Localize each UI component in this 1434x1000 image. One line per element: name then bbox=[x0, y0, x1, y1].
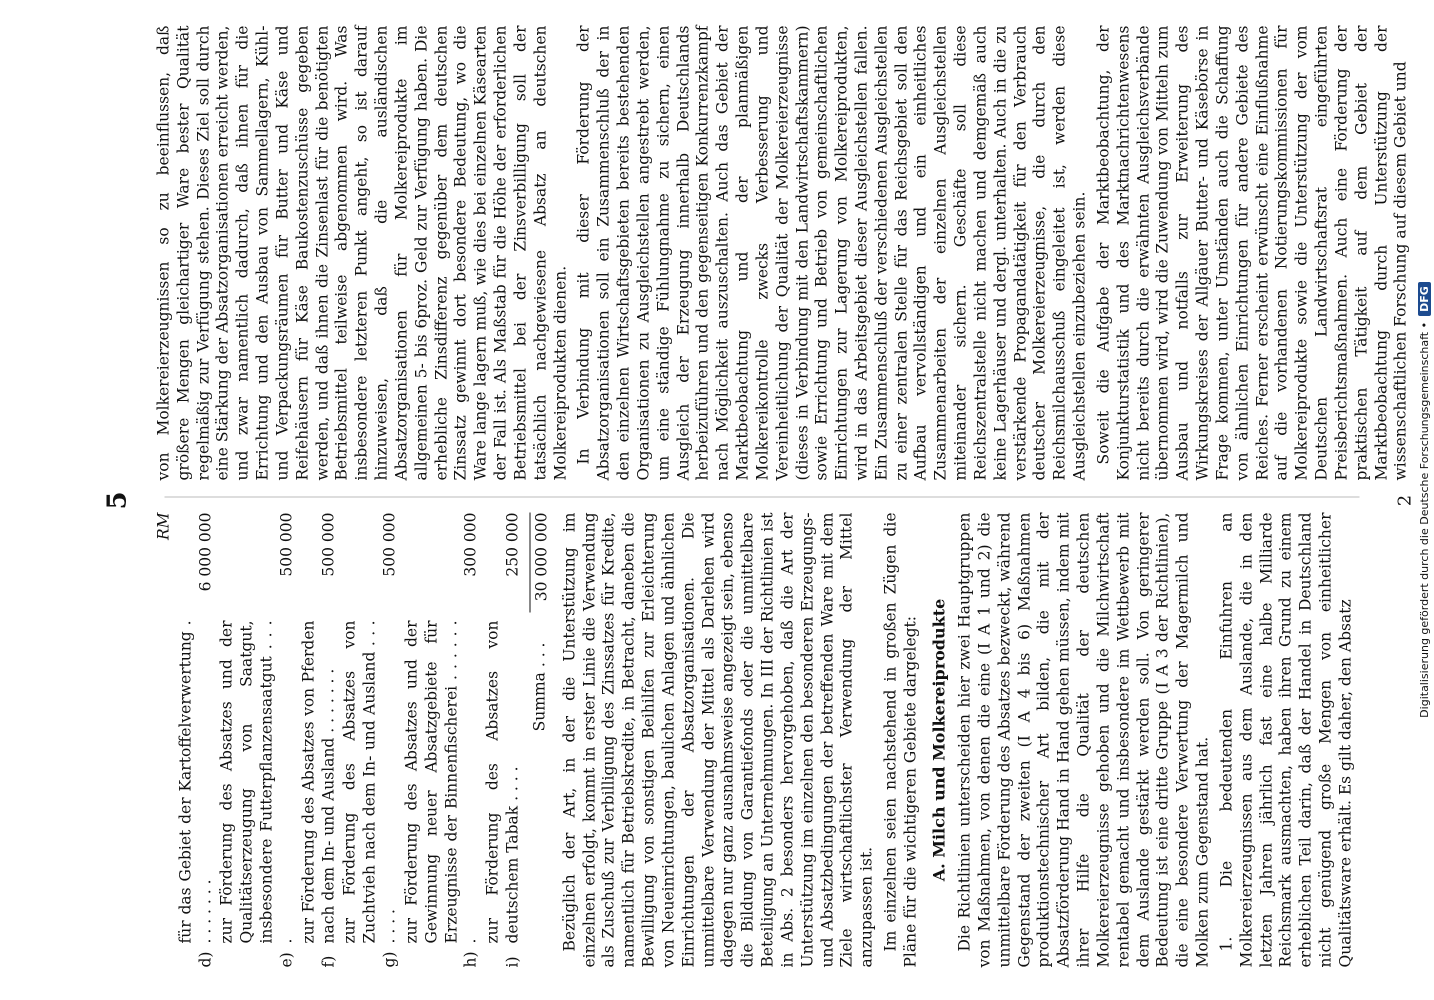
unit-header: RM bbox=[154, 512, 173, 541]
item-text: zur Förderung des Absatzes und der Gewinnung neuer Absatzgebiete für Erzeugnisse der Binnenfischerei . . . . . . . bbox=[402, 620, 480, 944]
budget-item bbox=[402, 513, 481, 968]
item-label: f) bbox=[319, 955, 338, 968]
item-label: i) bbox=[503, 956, 522, 968]
budget-list bbox=[176, 513, 523, 968]
paragraph: Die Richtlinien unterscheiden hier zwei Hauptgruppen von Maßnahmen, von denen die eine (I A 1 und 2) die unmittelbare Förderung des Absatzes bezweckt, während Gegenstand der zweiten (I A 4 bis 6) Maßnahmen produktionstechnischer Art bilden, die mit der Absatzförderung Hand in Hand gehen müssen, indem mit ihrer Hilfe die Qualität der deutschen Molkereierzeugnisse gehoben und die Milchwirtschaft rentabel gemacht und insbesondere im Wettbewerb mit dem Auslande gestärkt werden soll. Von geringerer Bedeutung ist eine dritte Gruppe (I A 3 der Richtlinien), die eine besondere Verwertung der Magermilch und Molken zum Gegenstand hat. bbox=[955, 512, 1212, 968]
budget-item bbox=[218, 513, 297, 968]
item-amount: 6 000 000 bbox=[196, 512, 215, 592]
left-column bbox=[155, 513, 1370, 968]
sum-label: Summa . . . bbox=[530, 642, 549, 732]
item-amount: 500 000 bbox=[380, 512, 399, 577]
budget-item bbox=[341, 513, 400, 968]
section-heading: A. Milch und Molkereiprodukte bbox=[929, 598, 949, 882]
paragraph: 1. Die bedeutenden Einfuhren an Molkereierzeugnissen aus dem Auslande, die in den letzten Jahren jährlich fast eine halbe Milliarde Reichsmark ausmachten, haben ihren Grund zu einem erheblichen Teil darin, daß der Handel in Deutschland nicht genügend große Mengen von einheitlicher Qualitätsware erhält. Es gilt daher, den Absatz bbox=[1217, 512, 1355, 968]
paragraph: Im einzelnen seien nachstehend in großen Zügen die Pläne für die wichtigeren Gebiete dargelegt: bbox=[881, 512, 920, 968]
paragraph: Soweit die Aufgabe der Marktbeobachtung, der Konjunkturstatistik und des Marktnachrichtenwesens nicht bereits durch die erwähnten Ausgleichsverbände übernommen wird, wird die Zuwendung von Mitteln zum Ausbau und notfalls zur Erweiterung des Wirkungskreises der Allgäuer Butter- und Käsebörse in Frage kommen, unter Umständen auch die Schaffung von ähnlichen Einrichtungen für andere Gebiete des Reiches. Ferner erscheint erwünscht eine Einflußnahme auf die vorhandenen Notierungskommissionen für Molkereiprodukte sowie die Unterstützung der vom Deutschen Landwirtschaftsrat eingeführten Preisberichtsmaßnahmen. Auch eine Förderung der praktischen Tätigkeit auf dem Gebiet der Marktbeobachtung durch Unterstützung der wissenschaftlichen Forschung auf diesem Gebiet und bbox=[1094, 25, 1410, 481]
right-column bbox=[154, 25, 1410, 481]
item-label: e) bbox=[277, 952, 296, 968]
budget-item bbox=[299, 513, 339, 968]
dfg-logo: DFG bbox=[1418, 282, 1431, 316]
item-amount: 500 000 bbox=[319, 512, 338, 577]
rotated-page bbox=[95, 16, 1430, 986]
item-amount: 250 000 bbox=[503, 512, 522, 577]
paragraph: Bezüglich der Art, in der die Unterstützung im einzelnen erfolgt, kommt in erster Linie die Verwendung als Zuschuß zur Verbilligung des Zinssatzes für Kredite, namentlich für Betriebskredite, in Betracht, daneben die Bewilligung von sonstigen Beihilfen zur Erleichterung von Neueinrichtungen, baulichen Anlagen und ähnlichen Einrichtungen der Absatzorganisationen. Die unmittelbare Verwendung der Mittel als Darlehen wird dagegen nur ganz ausnahmsweise angezeigt sein, ebenso die Bildung von Garantiefonds oder die unmittelbare Beteiligung an Unternehmungen. In III der Richtlinien ist in Abs. 2 besonders hervorgehoben, daß die Art der Unterstützung im einzelnen den besonderen Erzeugungs- und Absatzbedingungen der betreffenden Ware mit dem Ziele wirtschaftlichster Verwendung der Mittel anzupassen ist. bbox=[560, 512, 876, 968]
budget-item bbox=[176, 513, 216, 968]
column-divider bbox=[165, 497, 1360, 498]
paragraph: von Molkereierzeugnissen so zu beeinflussen, daß größere Mengen gleichartiger Ware bester Qualität regelmäßig zur Verfügung stehen. Dieses Ziel soll durch eine Stärkung der Absatzorganisationen erreicht werden, und zwar namentlich dadurch, daß ihnen für die Errichtung und den Ausbau von Sammellagern, Kühl- und Verpackungsräumen für Butter und Käse und Reifehäusern für Käse Baukostenzuschüsse gegeben werden, und daß ihnen die Zinsenlast für die benötigten Betriebsmittel teilweise abgenommen wird. Was insbesondere letzteren Punkt angeht, so ist darauf hinzuweisen, daß die ausländischen Absatzorganisationen für Molkereiprodukte im allgemeinen 5- bis 6proz. Geld zur Verfügung haben. Die erhebliche Zinsdifferenz gegenüber dem deutschen Zinssatz gewinnt dort besondere Bedeutung, wo die Ware lange lagern muß, wie dies bei einzelnen Käsearten der Fall ist. Als Maßstab für die Höhe der erforderlichen Betriebsmittel bei der Zinsverbilligung soll der tatsächlich nachgewiesene Absatz an deutschen Molkereiprodukten dienen. bbox=[154, 25, 570, 481]
item-text: für das Gebiet der Kartoffelverwertung . . . . . . . . bbox=[176, 620, 215, 944]
page-number-bottom: 2 bbox=[1394, 494, 1416, 507]
item-label: h) bbox=[461, 951, 480, 968]
item-text: zur Förderung des Absatzes von Pferden nach dem In- und Ausland . . . . . . . bbox=[299, 620, 338, 944]
item-text: zur Förderung des Absatzes von deutschem Tabak . . . . bbox=[483, 620, 522, 944]
item-text: zur Förderung des Absatzes von Zuchtvieh nach dem In- und Ausland . . . . . . . bbox=[340, 620, 399, 944]
sum-row bbox=[529, 513, 552, 968]
item-amount: 500 000 bbox=[277, 512, 296, 577]
item-label: g) bbox=[380, 951, 399, 968]
paragraph: In Verbindung mit dieser Förderung der Absatzorganisationen soll ein Zusammenschluß der in den einzelnen Wirtschaftsgebieten bereits bestehenden Organisationen zu Ausgleichstellen angestrebt werden, um eine ständige Fühlungnahme zu sichern, einen Ausgleich der Erzeugung innerhalb Deutschlands herbeizuführen und den gegenseitigen Konkurrenzkampf nach Möglichkeit auszuschalten. Auch das Gebiet der Marktbeobachtung und der planmäßigen Molkereikontrolle zwecks Verbesserung und Vereinheitlichung der Qualität der Molkereierzeugnisse (dieses in Verbindung mit den Landwirtschaftskammern) sowie Errichtung und Betrieb von gemeinschaftlichen Einrichtungen zur Lagerung von Molkereiprodukten, wird in das Arbeitsgebiet dieser Ausgleichstellen fallen. Ein Zusammenschluß der verschiedenen Ausgleichstellen zu einer zentralen Stelle für das Reichsgebiet soll den Aufbau vervollständigen und ein einheitliches Zusammenarbeiten der einzelnen Ausgleichstellen miteinander sichern. Geschäfte soll diese Reichszentralstelle nicht machen und demgemäß auch keine Lagerhäuser und dergl. unterhalten. Auch in die zu verstärkende Propagandatätigkeit für den Verbrauch deutscher Molkereierzeugnisse, die durch den Reichsmilchausschuß eingeleitet ist, werden diese Ausgleichstellen einzubeziehen sein. bbox=[574, 25, 1089, 481]
budget-item bbox=[484, 513, 524, 968]
item-amount: 300 000 bbox=[461, 512, 480, 577]
sum-amount: 30 000 000 bbox=[529, 513, 552, 613]
page-number-top: 5 bbox=[102, 491, 133, 510]
item-text: zur Förderung des Absatzes und der Qualitätserzeugung von Saatgut, insbesondere Futterpflanzensaatgut . . . . bbox=[217, 620, 296, 944]
item-label: d) bbox=[196, 951, 215, 968]
digitization-notice bbox=[1414, 0, 1434, 1000]
notice-text: Digitalisierung gefördert durch die Deutsche Forschungsgemeinschaft • bbox=[1417, 321, 1431, 718]
document-sheet bbox=[95, 15, 1430, 985]
